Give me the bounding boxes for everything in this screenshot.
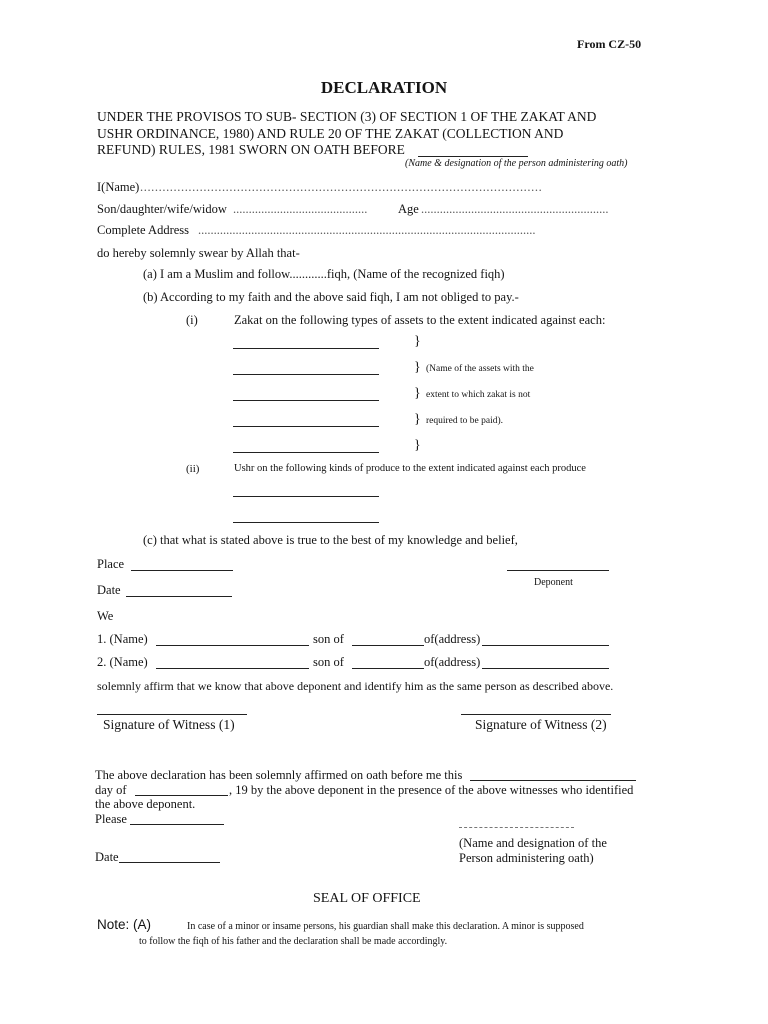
produce-line-2[interactable] bbox=[233, 522, 379, 523]
preamble-note: (Name & designation of the person administering oath) bbox=[405, 158, 628, 169]
please-field[interactable] bbox=[130, 824, 224, 825]
officer-date-label: Date bbox=[95, 850, 119, 864]
seal-of-office: SEAL OF OFFICE bbox=[313, 891, 421, 906]
affirmation-line-3: the above deponent. bbox=[95, 797, 196, 811]
witness-1-address-label: of(address) bbox=[424, 632, 481, 646]
witness-2-address-field[interactable] bbox=[482, 668, 609, 669]
officer-designation-1: (Name and designation of the bbox=[459, 836, 607, 850]
asset-line-1[interactable] bbox=[233, 348, 379, 349]
day-of-label: day of bbox=[95, 783, 127, 797]
note-line-2: to follow the fiqh of his father and the declaration shall be made accordingly. bbox=[139, 936, 448, 947]
witness-1-address-field[interactable] bbox=[482, 645, 609, 646]
witness-2-name-label: 2. (Name) bbox=[97, 655, 148, 669]
age-label: Age bbox=[398, 202, 419, 216]
brace-note-3: required to be paid). bbox=[426, 416, 504, 426]
clause-i-number: (i) bbox=[186, 313, 198, 327]
we-label: We bbox=[97, 609, 114, 623]
witness-2-name-field[interactable] bbox=[156, 668, 309, 669]
asset-line-3[interactable] bbox=[233, 400, 379, 401]
witness-1-name-label: 1. (Name) bbox=[97, 632, 148, 646]
form-number: From CZ-50 bbox=[577, 37, 642, 51]
brace-mark: } bbox=[414, 412, 421, 427]
relation-field[interactable]: ........................................... bbox=[233, 202, 368, 216]
witness-1-father-field[interactable] bbox=[352, 645, 424, 646]
clause-ii-number: (ii) bbox=[186, 463, 200, 475]
brace-mark: } bbox=[414, 386, 421, 401]
address-field[interactable]: ............................................................................................................ bbox=[198, 223, 536, 237]
clause-ii-text: Ushr on the following kinds of produce to the extent indicated against each produce bbox=[234, 463, 586, 474]
witness-2-address-label: of(address) bbox=[424, 655, 481, 669]
officer-designation-2: Person administering oath) bbox=[459, 851, 594, 865]
brace-note-1: (Name of the assets with the bbox=[426, 364, 534, 374]
oath-intro: do hereby solemnly swear by Allah that- bbox=[97, 246, 300, 260]
date-field[interactable] bbox=[126, 596, 232, 597]
note-label: Note: (A) bbox=[97, 917, 152, 932]
oath-officer-blank[interactable] bbox=[418, 156, 528, 157]
deponent-label: Deponent bbox=[534, 577, 573, 588]
produce-line-1[interactable] bbox=[233, 496, 379, 497]
oath-clause-a: (a) I am a Muslim and follow............fiqh, (Name of the recognized fiqh) bbox=[143, 267, 505, 281]
affirmation-date-field[interactable] bbox=[470, 780, 636, 781]
witness-1-signature-label: Signature of Witness (1) bbox=[103, 717, 235, 732]
name-field[interactable]: ............................................................................................................ bbox=[140, 180, 543, 194]
name-label: I(Name) bbox=[97, 180, 140, 194]
brace-mark: } bbox=[414, 438, 421, 453]
affirmation-line-2: , 19 by the above deponent in the presence of the above witnesses who identified bbox=[229, 783, 634, 797]
place-field[interactable] bbox=[131, 570, 233, 571]
witness-1-son-of-label: son of bbox=[313, 632, 344, 646]
asset-line-2[interactable] bbox=[233, 374, 379, 375]
deponent-signature-line[interactable] bbox=[507, 570, 609, 571]
asset-line-5[interactable] bbox=[233, 452, 379, 453]
place-label: Place bbox=[97, 557, 125, 571]
clause-i-text: Zakat on the following types of assets to the extent indicated against each: bbox=[234, 313, 606, 327]
witness-2-father-field[interactable] bbox=[352, 668, 424, 669]
note-line-1: In case of a minor or insame persons, his guardian shall make this declaration. A minor is supposed bbox=[187, 921, 584, 932]
witness-affirmation: solemnly affirm that we know that above deponent and identify him as the same person as described above. bbox=[97, 679, 614, 693]
officer-date-field[interactable] bbox=[119, 862, 220, 863]
brace-mark: } bbox=[414, 360, 421, 375]
witness-2-son-of-label: son of bbox=[313, 655, 344, 669]
oath-clause-b: (b) According to my faith and the above said fiqh, I am not obliged to pay.- bbox=[143, 290, 519, 304]
page-title: DECLARATION bbox=[320, 78, 448, 97]
date-label: Date bbox=[97, 583, 121, 597]
witness-2-signature-line[interactable] bbox=[461, 714, 611, 715]
preamble-line-3: REFUND) RULES, 1981 SWORN ON OATH BEFORE bbox=[97, 142, 405, 157]
witness-1-name-field[interactable] bbox=[156, 645, 309, 646]
asset-line-4[interactable] bbox=[233, 426, 379, 427]
preamble-line-2: USHR ORDINANCE, 1980) AND RULE 20 OF THE ZAKAT (COLLECTION AND bbox=[97, 126, 564, 141]
preamble-line-1: UNDER THE PROVISOS TO SUB- SECTION (3) OF SECTION 1 OF THE ZAKAT AND bbox=[97, 109, 597, 124]
witness-1-signature-line[interactable] bbox=[97, 714, 247, 715]
age-field[interactable]: ............................................................ bbox=[421, 202, 609, 216]
relation-label: Son/daughter/wife/widow bbox=[97, 202, 227, 216]
officer-signature-line[interactable] bbox=[459, 827, 574, 828]
address-label: Complete Address bbox=[97, 223, 190, 237]
day-field[interactable] bbox=[135, 795, 228, 796]
please-label: Please bbox=[95, 812, 127, 826]
affirmation-line-1: The above declaration has been solemnly affirmed on oath before me this bbox=[95, 768, 463, 782]
witness-2-signature-label: Signature of Witness (2) bbox=[475, 717, 607, 732]
brace-mark: } bbox=[414, 334, 421, 349]
brace-note-2: extent to which zakat is not bbox=[426, 390, 531, 400]
oath-clause-c: (c) that what is stated above is true to the best of my knowledge and belief, bbox=[143, 533, 518, 547]
